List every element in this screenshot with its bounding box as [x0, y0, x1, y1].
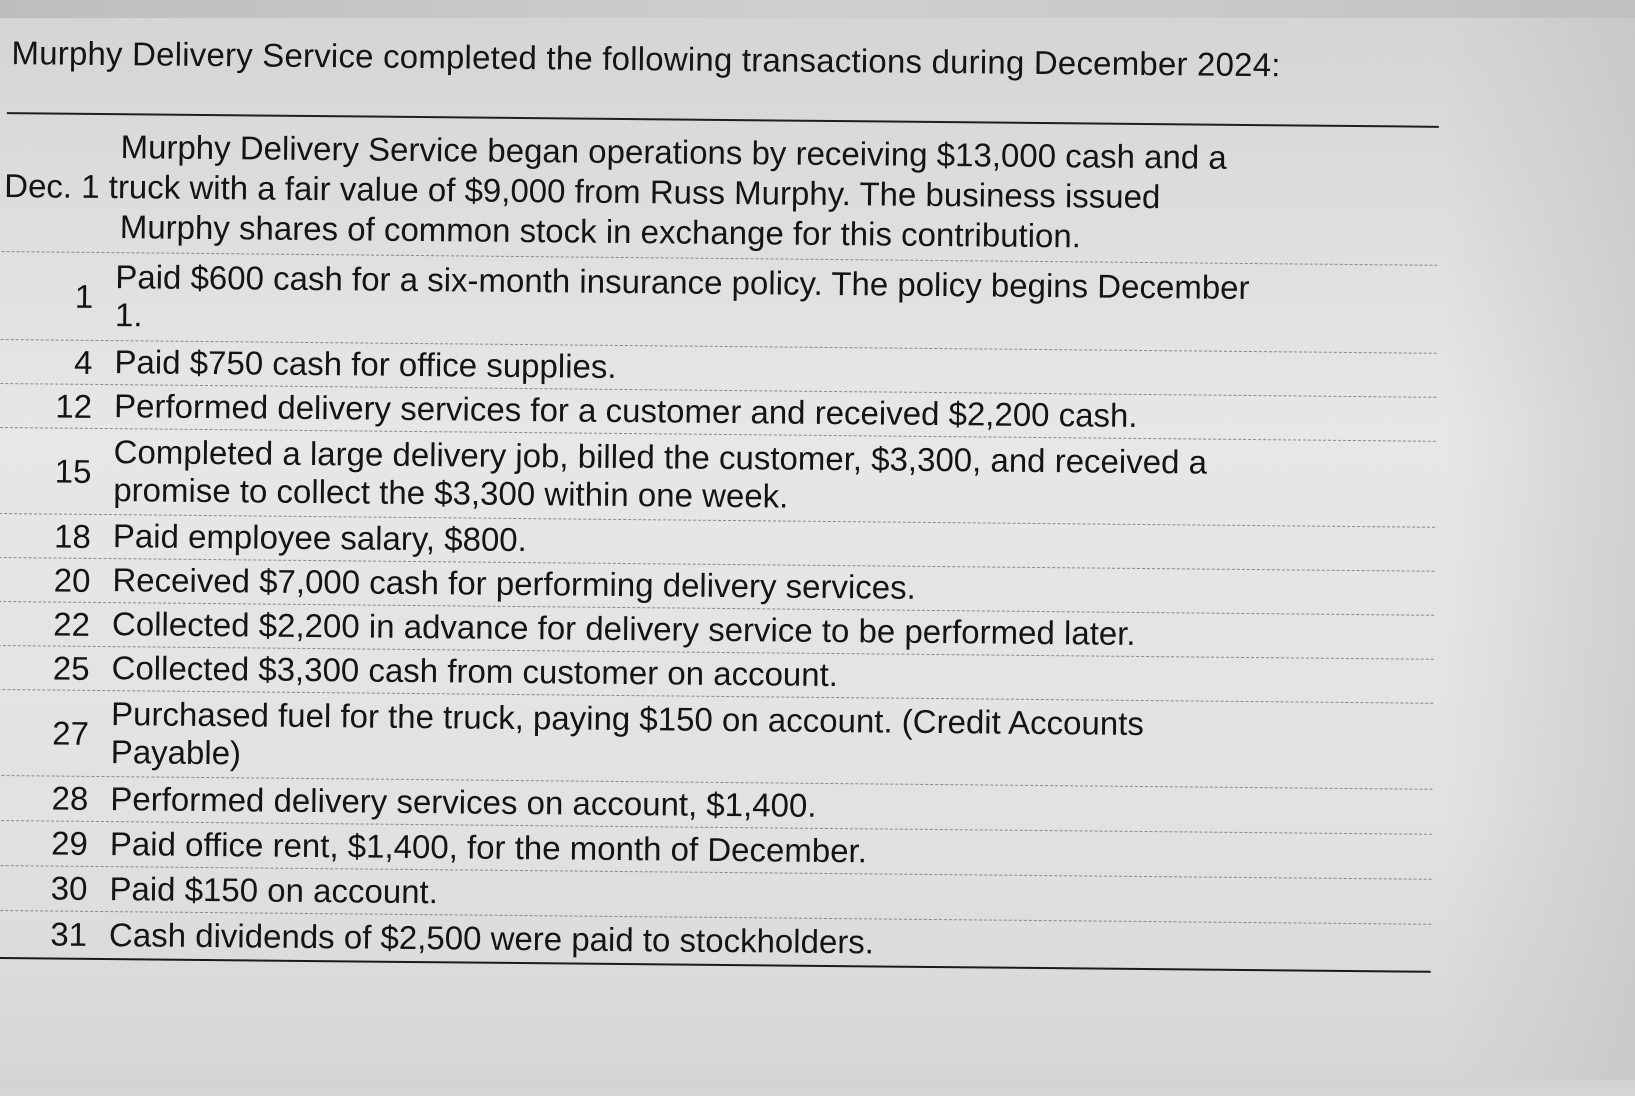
row-date: 22	[53, 605, 91, 643]
row-text-line: Payable)	[110, 733, 242, 772]
row-text-line: Paid $600 cash for a six-month insurance policy. The policy begins December	[115, 258, 1250, 307]
row-text-line: Murphy Delivery Service began operations by receiving $13,000 cash and a	[120, 128, 1227, 176]
transactions-table	[0, 118, 1439, 973]
table-row	[1, 252, 1438, 354]
row-date: 27	[52, 714, 90, 752]
row-text-line: Purchased fuel for the truck, paying $150 on account. (Credit Accounts	[110, 695, 1145, 743]
row-text-line: Cash dividends of $2,500 were paid to stockholders.	[108, 915, 875, 960]
row-text-line: Performed delivery services on account, $1,400.	[110, 779, 817, 824]
row-date: 25	[52, 649, 90, 687]
row-date: 12	[55, 387, 93, 425]
row-text-line: Performed delivery services for a customer and received $2,200 cash.	[113, 387, 1138, 434]
row-date: 29	[51, 824, 89, 862]
row-text-line: Received $7,000 cash for performing delivery services.	[112, 561, 916, 606]
row-date: 20	[53, 561, 91, 599]
row-text-line: Paid employee salary, $800.	[112, 517, 527, 559]
row-date: 4	[73, 343, 93, 381]
row-date: 31	[50, 915, 88, 953]
row-text-line: Paid office rent, $1,400, for the month of December.	[109, 824, 868, 869]
row-description	[101, 255, 1438, 351]
row-text-line: Paid $150 on account.	[109, 869, 439, 910]
row-date: 15	[54, 452, 92, 490]
row-text-line: Collected $2,200 in advance for delivery service to be performed later.	[111, 605, 1136, 652]
row-text-line: Collected $3,300 cash from customer on account.	[111, 649, 839, 694]
row-text-line: Murphy shares of common stock in exchange for this contribution.	[119, 208, 1082, 255]
row-text-line: 1.	[114, 296, 143, 334]
row-description	[97, 692, 1434, 788]
row-date: 30	[50, 869, 88, 907]
row-text-line: Completed a large delivery job, billed the customer, $3,300, and received a	[113, 433, 1208, 481]
table-row	[2, 118, 1439, 266]
row-date: 28	[51, 779, 89, 817]
table-row	[0, 690, 1433, 790]
row-date: 18	[53, 517, 92, 555]
table-row	[0, 428, 1436, 528]
row-text-line: Paid $750 cash for office supplies.	[114, 343, 617, 385]
row-text-line: promise to collect the $3,300 within one week.	[113, 471, 789, 515]
row-date: 1	[74, 277, 94, 315]
row-description	[99, 430, 1436, 526]
intro-text: Murphy Delivery Service completed the following transactions during December 2024:	[11, 34, 1281, 84]
row-text-line: Dec. 1 truck with a fair value of $9,000 from Russ Murphy. The business issued	[4, 167, 1161, 216]
